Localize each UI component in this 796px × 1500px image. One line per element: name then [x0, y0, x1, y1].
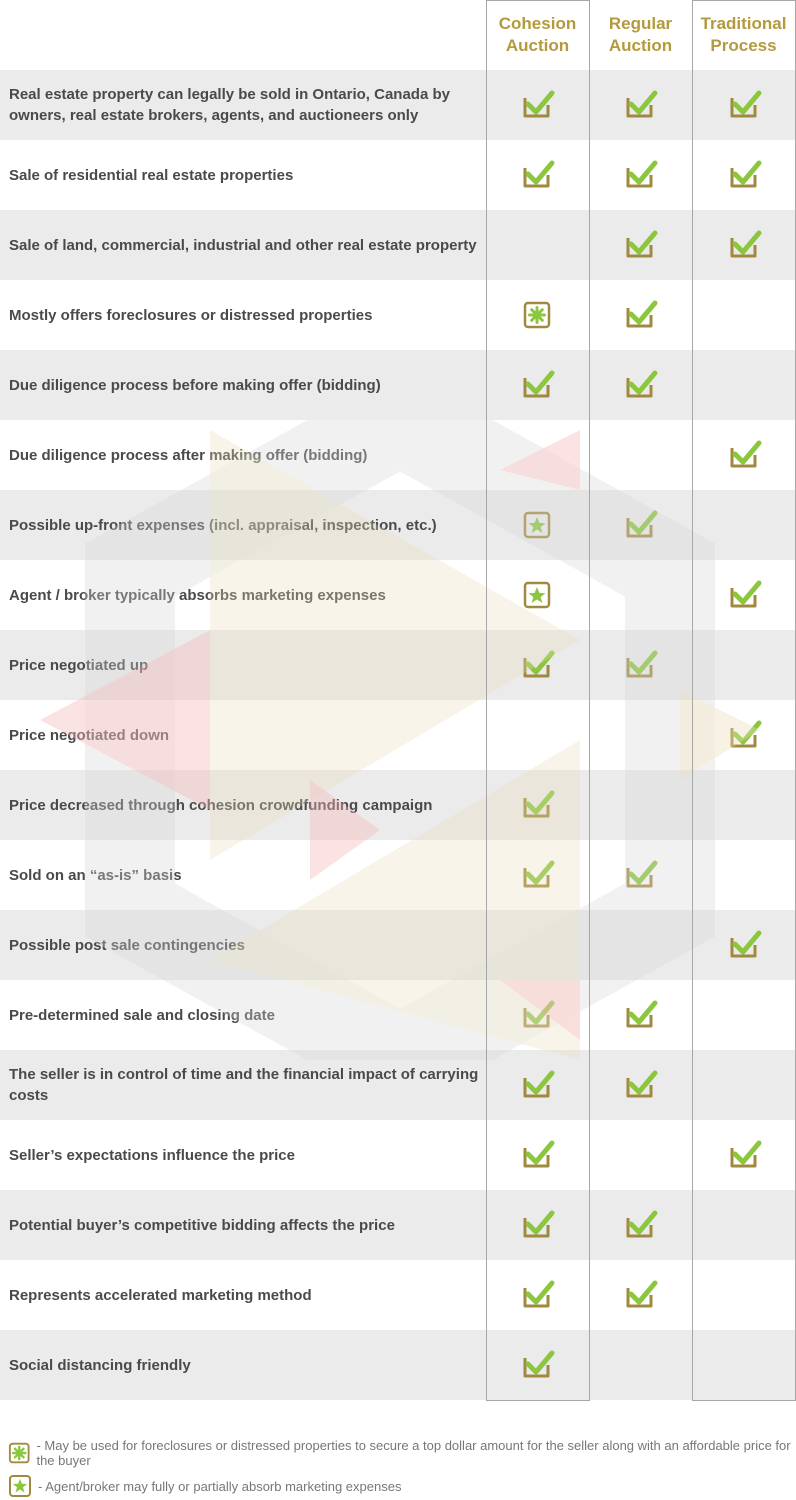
checkbox-check-icon [622, 997, 658, 1033]
checkbox-check-icon [726, 927, 762, 963]
row-label: Price negotiated down [9, 726, 170, 744]
row-label: Price decreased through cohesion crowdfunding campaign [9, 796, 433, 814]
table-row [0, 630, 796, 700]
row-label: Seller’s expectations influence the price [9, 1146, 295, 1164]
table-row [0, 1190, 796, 1260]
row-label: Due diligence process before making offer (bidding) [9, 376, 381, 394]
checkbox-check-icon [726, 227, 762, 263]
check-mark [519, 1347, 555, 1383]
table-row [0, 980, 796, 1050]
checkbox-check-icon [726, 157, 762, 193]
check-mark [519, 787, 555, 823]
table-row [0, 1330, 796, 1400]
table-row [0, 420, 796, 490]
asterisk-badge-icon [8, 1441, 30, 1465]
checkbox-check-icon [519, 367, 555, 403]
table-row [0, 700, 796, 770]
asterisk-mark [519, 297, 555, 333]
table-row [0, 840, 796, 910]
checkbox-check-icon [519, 1207, 555, 1243]
check-mark [622, 1207, 658, 1243]
table-header [0, 0, 796, 70]
check-mark [622, 1277, 658, 1313]
star-mark [519, 577, 555, 613]
check-mark [726, 927, 762, 963]
table-row [0, 490, 796, 560]
check-mark [726, 1137, 762, 1173]
checkbox-check-icon [622, 157, 658, 193]
legend-asterisk-text: - May be used for foreclosures or distressed properties to secure a top dollar amount for the seller along with an affordable price for the buyer [36, 1438, 791, 1468]
checkbox-check-icon [519, 1137, 555, 1173]
table-row [0, 1050, 796, 1120]
table-row [0, 280, 796, 350]
column-header-cohesion-auction: Cohesion Auction [498, 14, 577, 55]
checkbox-check-icon [622, 857, 658, 893]
checkbox-check-icon [622, 1277, 658, 1313]
checkbox-check-icon [519, 787, 555, 823]
column-header-traditional-process: Traditional Process [700, 14, 787, 55]
table-row [0, 910, 796, 980]
check-mark [726, 577, 762, 613]
table-row [0, 770, 796, 840]
row-label: Represents accelerated marketing method [9, 1286, 312, 1304]
asterisk-badge-icon [519, 297, 555, 333]
check-mark [519, 647, 555, 683]
check-mark [622, 367, 658, 403]
checkbox-check-icon [726, 87, 762, 123]
checkbox-check-icon [726, 1137, 762, 1173]
check-mark [726, 157, 762, 193]
star-mark [519, 507, 555, 543]
check-mark [622, 997, 658, 1033]
checkbox-check-icon [622, 1067, 658, 1103]
check-mark [726, 717, 762, 753]
row-label: Possible up-front expenses (incl. appraisal, inspection, etc.) [9, 516, 437, 534]
check-mark [519, 367, 555, 403]
check-mark [519, 87, 555, 123]
checkbox-check-icon [519, 857, 555, 893]
table-row [0, 560, 796, 630]
table-row [0, 210, 796, 280]
checkbox-check-icon [622, 297, 658, 333]
star-badge-icon [519, 507, 555, 543]
checkbox-check-icon [726, 717, 762, 753]
check-mark [519, 1277, 555, 1313]
check-mark [622, 857, 658, 893]
checkbox-check-icon [519, 1277, 555, 1313]
legend-item-asterisk [8, 1438, 796, 1468]
checkbox-check-icon [726, 577, 762, 613]
row-label: The seller is in control of time and the financial impact of carrying costs [9, 1066, 479, 1104]
check-mark [622, 87, 658, 123]
check-mark [622, 1067, 658, 1103]
table-row [0, 1260, 796, 1330]
check-mark [622, 227, 658, 263]
check-mark [519, 1137, 555, 1173]
table-row [0, 1120, 796, 1190]
row-label: Sale of residential real estate properties [9, 166, 294, 184]
row-label: Social distancing friendly [9, 1356, 191, 1374]
star-badge-icon [519, 577, 555, 613]
checkbox-check-icon [622, 367, 658, 403]
row-label: Due diligence process after making offer (bidding) [9, 446, 368, 464]
checkbox-check-icon [622, 647, 658, 683]
row-label: Agent / broker typically absorbs marketing expenses [9, 586, 386, 604]
check-mark [519, 997, 555, 1033]
table-row [0, 140, 796, 210]
checkbox-check-icon [519, 87, 555, 123]
row-label: Pre-determined sale and closing date [9, 1006, 275, 1024]
row-label: Possible post sale contingencies [9, 936, 245, 954]
comparison-table [0, 70, 796, 1400]
checkbox-check-icon [622, 227, 658, 263]
checkbox-check-icon [622, 1207, 658, 1243]
checkbox-check-icon [622, 507, 658, 543]
checkbox-check-icon [519, 647, 555, 683]
check-mark [519, 857, 555, 893]
checkbox-check-icon [519, 1347, 555, 1383]
checkbox-check-icon [622, 87, 658, 123]
check-mark [519, 1067, 555, 1103]
check-mark [622, 297, 658, 333]
legend-item-star [8, 1474, 401, 1498]
row-label: Potential buyer’s competitive bidding affects the price [9, 1216, 395, 1234]
row-label: Sold on an “as-is” basis [9, 866, 182, 884]
checkbox-check-icon [519, 1067, 555, 1103]
legend-star-text: - Agent/broker may fully or partially absorb marketing expenses [38, 1478, 402, 1494]
check-mark [726, 437, 762, 473]
row-label: Mostly offers foreclosures or distressed properties [9, 306, 373, 324]
checkbox-check-icon [519, 997, 555, 1033]
check-mark [519, 1207, 555, 1243]
column-header-regular-auction: Regular Auction [608, 14, 673, 55]
row-label: Price negotiated up [9, 656, 149, 674]
row-label: Real estate property can legally be sold in Ontario, Canada by owners, real estate brokers, agents, and auctioneers only [9, 86, 450, 124]
star-badge-icon [8, 1474, 32, 1498]
check-mark [622, 157, 658, 193]
check-mark [519, 157, 555, 193]
check-mark [726, 87, 762, 123]
checkbox-check-icon [519, 157, 555, 193]
table-row [0, 70, 796, 140]
check-mark [622, 647, 658, 683]
check-mark [726, 227, 762, 263]
table-row [0, 350, 796, 420]
checkbox-check-icon [726, 437, 762, 473]
row-label: Sale of land, commercial, industrial and other real estate property [9, 236, 477, 254]
check-mark [622, 507, 658, 543]
